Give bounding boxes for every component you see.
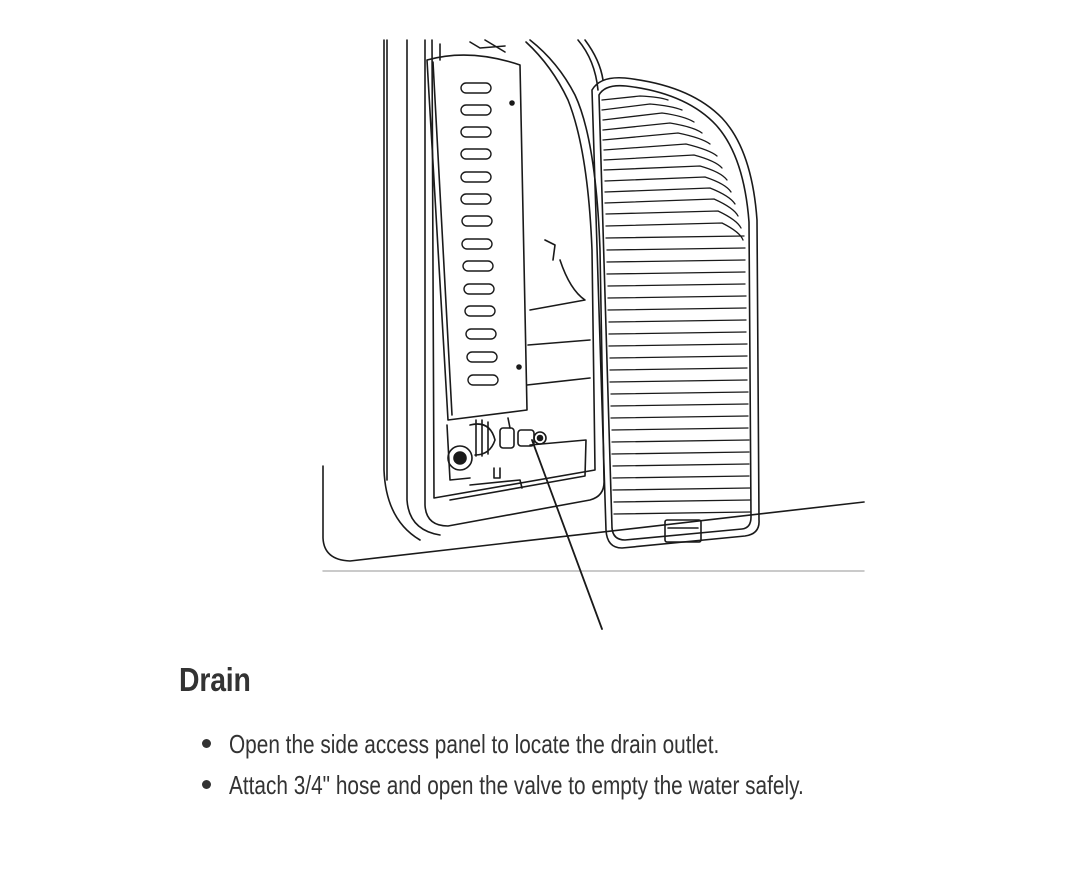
step-text: Open the side access panel to locate the drain outlet. xyxy=(229,729,720,759)
bullet-icon xyxy=(202,780,211,789)
inner-panel xyxy=(427,40,527,420)
section-title: Drain xyxy=(179,661,251,698)
bullet-icon xyxy=(202,739,211,748)
grille-slats xyxy=(602,96,750,514)
drain-outlet xyxy=(447,418,546,488)
step-text: Attach 3/4" hose and open the valve to empty the water safely. xyxy=(229,770,804,800)
leader-line xyxy=(532,440,602,629)
